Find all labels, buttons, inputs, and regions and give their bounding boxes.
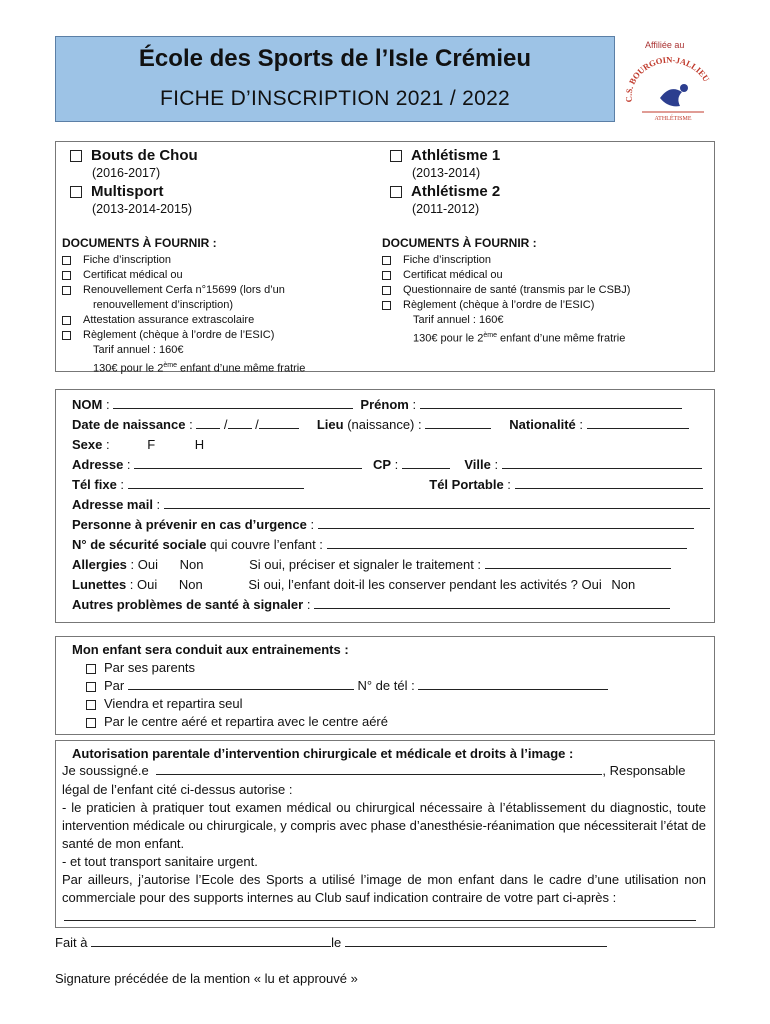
row-sexe: Sexe : F H xyxy=(72,437,205,452)
doc-item xyxy=(62,313,382,328)
group-label: Athlétisme 1 xyxy=(411,147,501,164)
sexe-f-option[interactable]: F xyxy=(147,437,156,452)
club-logo xyxy=(622,52,718,128)
doc-label: Règlement (chèque à l’ordre de l’ESIC) xyxy=(403,299,595,311)
doc-checkbox[interactable] xyxy=(382,256,391,265)
header-banner xyxy=(55,36,615,122)
adresse-mail-field[interactable] xyxy=(164,497,710,509)
doc-label: Certificat médical ou xyxy=(83,269,183,281)
cp-label: CP xyxy=(373,457,392,472)
row-mail: Adresse mail : xyxy=(72,497,710,512)
ville-field[interactable] xyxy=(502,457,702,469)
group-years: (2013-2014-2015) xyxy=(92,202,193,216)
fait-a-label: Fait à xyxy=(55,935,88,950)
lunettes-note: Si oui, l’enfant doit-il les conserver pendant les activités ? Oui xyxy=(248,577,602,592)
doc-checkbox[interactable] xyxy=(62,286,71,295)
tel-portable-field[interactable] xyxy=(515,477,703,489)
transport-label: Par ses parents xyxy=(104,660,196,675)
authorization-title-text: Autorisation parentale d’intervention chirurgicale et médicale et droits à l’image : xyxy=(72,746,574,761)
tarif: Tarif annuel : 160€ xyxy=(413,314,504,326)
transport-label: Viendra et repartira seul xyxy=(104,696,243,711)
sexe-label: Sexe xyxy=(72,437,103,452)
tarif-fratrie-post: enfant d’une même fratrie xyxy=(496,332,626,345)
group-athletisme-2 xyxy=(390,183,700,200)
allergies-note: Si oui, préciser et signaler le traitement : xyxy=(249,557,482,572)
secu-label: N° de sécurité sociale xyxy=(72,537,207,552)
tarif-fratrie-post: enfant d’une même fratrie xyxy=(176,362,306,375)
group-years: (2013-2014) xyxy=(412,166,481,180)
adresse-label: Adresse xyxy=(72,457,124,472)
transport-title xyxy=(72,642,349,657)
affiliation-label: Affiliée au xyxy=(645,40,685,50)
group-years: (2011-2012) xyxy=(412,202,480,216)
doc-checkbox[interactable] xyxy=(382,301,391,310)
tel-fixe-field[interactable] xyxy=(128,477,304,489)
tarif-fratrie xyxy=(62,358,382,377)
left-docs xyxy=(62,236,382,377)
allergies-non[interactable]: Non xyxy=(179,557,204,572)
urgence-field[interactable] xyxy=(318,517,694,529)
doc-item xyxy=(62,283,382,298)
birth-month-field[interactable] xyxy=(228,417,252,429)
allergies-oui[interactable]: Oui xyxy=(137,557,158,572)
doc-label: Renouvellement Cerfa n°15699 (lors d’un xyxy=(83,284,285,296)
lunettes-label: Lunettes xyxy=(72,577,127,592)
transport-tel-field[interactable] xyxy=(418,678,608,690)
ville-label: Ville xyxy=(464,457,491,472)
doc-checkbox[interactable] xyxy=(62,316,71,325)
lieu-label: Lieu xyxy=(316,417,344,432)
date-field[interactable] xyxy=(345,935,607,947)
doc-item xyxy=(62,328,382,343)
adresse-field[interactable] xyxy=(134,457,362,469)
checkbox-athletisme-1[interactable] xyxy=(390,150,402,162)
row-lunettes: Lunettes : Oui Non Si oui, l’enfant doit-il les conserver pendant les activités ? Oui Non xyxy=(72,577,636,592)
doc-item xyxy=(62,268,382,283)
nom-field[interactable] xyxy=(113,397,353,409)
tarif-fratrie-sup: ème xyxy=(163,362,177,369)
medical-paragraph: - le praticien à pratiquer tout examen médical ou chirurgical nécessaire à l’établissement du diagnostic, toute intervention médicale ou chirurgicale, y compris avec phase d’anesthésie-réanimation que nécessiterait l’état de santé de mon enfant. xyxy=(62,800,706,851)
lunettes-keep-non[interactable]: Non xyxy=(611,577,636,592)
group-years: (2016-2017) xyxy=(92,166,161,180)
group-label: Athlétisme 2 xyxy=(411,183,501,200)
tarif-fratrie-pre: 130€ pour le 2 xyxy=(413,332,484,345)
transport-par-field[interactable] xyxy=(128,678,354,690)
le-label: le xyxy=(331,935,342,950)
transport-section xyxy=(55,636,715,735)
transport-label: Par le centre aéré et repartira avec le centre aéré xyxy=(104,714,388,729)
row-secu xyxy=(72,537,687,552)
club-logo-subname: ATHLÉTISME xyxy=(654,116,692,122)
secu-rest: qui couvre l’enfant : xyxy=(210,537,323,552)
doc-item xyxy=(382,268,712,283)
nationalite-label: Nationalité xyxy=(509,417,576,432)
birth-day-field[interactable] xyxy=(196,417,220,429)
right-docs xyxy=(382,236,712,347)
doc-continuation: renouvellement d’inscription) xyxy=(93,299,234,311)
runner-head-icon xyxy=(680,84,688,92)
lunettes-non[interactable]: Non xyxy=(178,577,203,592)
autres-field[interactable] xyxy=(314,597,670,609)
doc-checkbox[interactable] xyxy=(382,271,391,280)
row-naissance: Date de naissance : / / Lieu (naissance) : Nationalité : xyxy=(72,417,689,432)
docs-title: DOCUMENTS À FOURNIR : xyxy=(62,236,217,250)
club-logo-name-path: C.S. BOURGOIN-JALLIEU xyxy=(623,54,712,103)
page-title: École des Sports de l’Isle Crémieu xyxy=(138,45,532,72)
right-column xyxy=(390,147,700,216)
birth-year-field[interactable] xyxy=(259,417,299,429)
image-rights-field[interactable] xyxy=(64,909,696,921)
image-rights-paragraph: Par ailleurs, j’autorise l’Ecole des Sports a utilisé l’image de mon enfant dans le cadre d’une utilisation non commerciale pour des supports internes au Club sauf indication contraire de votre part ci-après : xyxy=(62,872,706,905)
sexe-h-option[interactable]: H xyxy=(194,437,205,452)
group-multisport xyxy=(70,183,380,200)
doc-item xyxy=(382,298,712,313)
responsable-label: , Responsable xyxy=(602,763,686,778)
transport-title-text: Mon enfant sera conduit aux entrainements : xyxy=(72,642,349,657)
row-urgence: Personne à prévenir en cas d’urgence : xyxy=(72,517,694,532)
doc-label: Questionnaire de santé (transmis par le CSBJ) xyxy=(403,284,631,296)
doc-item xyxy=(382,283,712,298)
prenom-label: Prénom xyxy=(360,397,409,412)
doc-checkbox[interactable] xyxy=(62,271,71,280)
transport-option xyxy=(86,696,243,711)
row-nom: NOM : Prénom : xyxy=(72,397,682,412)
urgence-label: Personne à prévenir en cas d’urgence xyxy=(72,517,307,532)
tel-fixe-label: Tél fixe xyxy=(72,477,117,492)
doc-label: Fiche d’inscription xyxy=(83,254,172,266)
allergies-field[interactable] xyxy=(485,557,671,569)
doc-label: Fiche d’inscription xyxy=(403,254,492,266)
allergies-label: Allergies xyxy=(72,557,127,572)
secu-field[interactable] xyxy=(327,537,687,549)
checkbox-athletisme-2[interactable] xyxy=(390,186,402,198)
doc-item xyxy=(382,253,712,268)
page-subtitle: FICHE D’INSCRIPTION 2021 / 2022 xyxy=(159,87,511,110)
transport-paragraph: - et tout transport sanitaire urgent. xyxy=(62,854,258,869)
doc-label: Attestation assurance extrascolaire xyxy=(83,314,255,326)
tarif-fratrie xyxy=(382,328,712,347)
row-fait xyxy=(55,935,607,950)
row-soussigne xyxy=(62,763,685,778)
checkbox-bouts-de-chou[interactable] xyxy=(70,150,82,162)
fait-a-field[interactable] xyxy=(91,935,331,947)
doc-label: Certificat médical ou xyxy=(403,269,503,281)
tarif-fratrie-pre: 130€ pour le 2 xyxy=(93,362,164,375)
authorization-title xyxy=(72,746,573,761)
nom-label: NOM xyxy=(72,397,103,412)
docs-title: DOCUMENTS À FOURNIR : xyxy=(382,236,537,250)
doc-checkbox[interactable] xyxy=(62,331,71,340)
lunettes-oui[interactable]: Oui xyxy=(137,577,158,592)
row-allergies: Allergies : Oui Non Si oui, préciser et signaler le traitement : xyxy=(72,557,671,572)
transport-checkbox[interactable] xyxy=(86,718,96,728)
transport-option xyxy=(86,714,388,729)
group-athletisme-1 xyxy=(390,147,700,164)
cp-field[interactable] xyxy=(402,457,450,469)
doc-checkbox[interactable] xyxy=(382,286,391,295)
transport-checkbox[interactable] xyxy=(86,682,96,692)
tel-portable-label: Tél Portable xyxy=(429,477,504,492)
authorization-section xyxy=(55,740,715,928)
lieu-suffix: (naissance) xyxy=(347,417,415,432)
transport-option xyxy=(86,660,195,675)
runner-icon xyxy=(660,89,682,106)
legal-text: légal de l’enfant cité ci-dessus autorise : xyxy=(62,782,293,797)
doc-checkbox[interactable] xyxy=(62,256,71,265)
soussigne-label: Je soussigné.e xyxy=(62,763,149,778)
transport-tel-label: N° de tél : xyxy=(357,678,415,693)
tarif: Tarif annuel : 160€ xyxy=(93,344,184,356)
lieu-field[interactable] xyxy=(425,417,491,429)
left-column xyxy=(70,147,380,216)
activity-selection-section xyxy=(55,141,715,375)
transport-option xyxy=(86,678,608,693)
autres-label: Autres problèmes de santé à signaler xyxy=(72,597,304,612)
transport-checkbox[interactable] xyxy=(86,700,96,710)
row-autres: Autres problèmes de santé à signaler : xyxy=(72,597,670,612)
doc-item xyxy=(62,253,382,268)
checkbox-multisport[interactable] xyxy=(70,186,82,198)
row-adresse: Adresse : CP : Ville : xyxy=(72,457,702,472)
prenom-field[interactable] xyxy=(420,397,682,409)
doc-label: Règlement (chèque à l’ordre de l’ESIC) xyxy=(83,329,275,341)
transport-checkbox[interactable] xyxy=(86,664,96,674)
transport-label: Par xyxy=(104,678,125,693)
child-info-section xyxy=(55,389,715,623)
soussigne-field[interactable] xyxy=(156,763,602,775)
signature-label: Signature précédée de la mention « lu et approuvé » xyxy=(55,971,358,986)
nationalite-field[interactable] xyxy=(587,417,689,429)
group-label: Bouts de Chou xyxy=(91,147,198,164)
row-tel: Tél fixe : Tél Portable : xyxy=(72,477,703,492)
date-naissance-label: Date de naissance xyxy=(72,417,186,432)
tarif-fratrie-sup: ème xyxy=(483,332,497,339)
group-label: Multisport xyxy=(91,183,164,200)
adresse-mail-label: Adresse mail xyxy=(72,497,153,512)
group-bouts-de-chou xyxy=(70,147,380,164)
